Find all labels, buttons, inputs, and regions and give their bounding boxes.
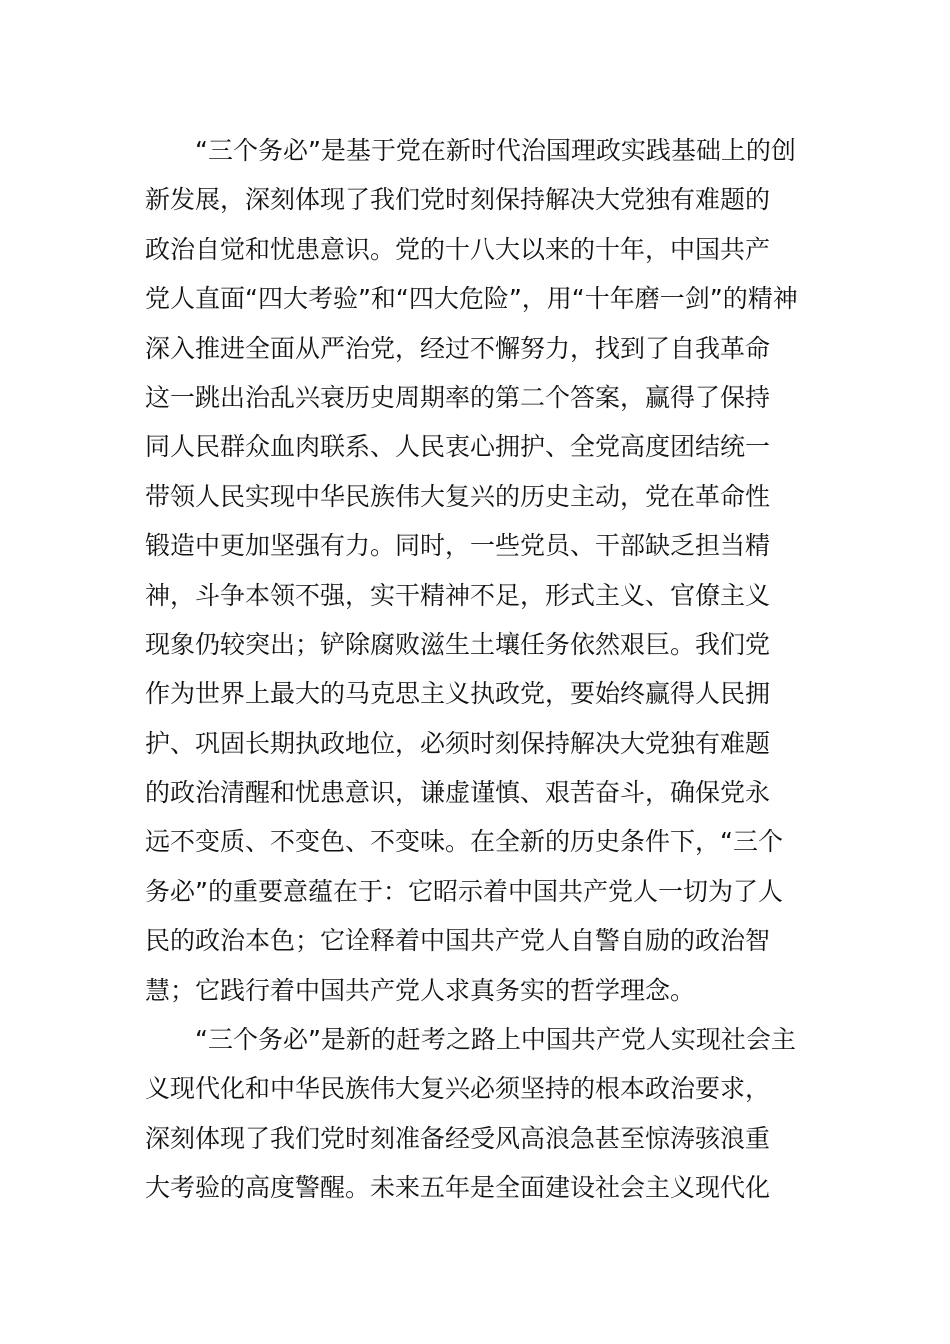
text-line: “三个务必”是基于党在新时代治国理政实践基础上的创 — [195, 136, 796, 165]
text-line: 深刻体现了我们党时刻准备经受风高浪急甚至惊涛骇浪重 — [145, 1123, 771, 1153]
paragraph-2 — [145, 1015, 815, 1213]
text-line: 的政治清醒和忧患意识，谦虚谨慎、艰苦奋斗，确保党永 — [145, 778, 771, 808]
text-line: 民的政治本色；它诠释着中国共产党人自警自励的政治智 — [145, 926, 771, 956]
text-line: 锻造中更加坚强有力。同时，一些党员、干部缺乏担当精 — [145, 531, 771, 561]
text-line: 党人直面“四大考验”和“四大危险”，用“十年磨一剑”的精神 — [145, 284, 798, 314]
text-line: 大考验的高度警醒。未来五年是全面建设社会主义现代化 — [145, 1173, 771, 1203]
text-line: 新发展，深刻体现了我们党时刻保持解决大党独有难题的 — [145, 185, 771, 215]
text-line: “三个务必”是新的赶考之路上中国共产党人实现社会主 — [195, 1025, 796, 1055]
text-line: 带领人民实现中华民族伟大复兴的历史主动，党在革命性 — [145, 481, 771, 511]
text-line: 慧；它践行着中国共产党人求真务实的哲学理念。 — [145, 975, 696, 1005]
text-line: 义现代化和中华民族伟大复兴必须坚持的根本政治要求， — [145, 1074, 771, 1104]
text-line: 神，斗争本领不强，实干精神不足，形式主义、官僚主义 — [145, 580, 771, 610]
text-line: 护、巩固长期执政地位，必须时刻保持解决大党独有难题 — [145, 728, 771, 758]
text-line: 远不变质、不变色、不变味。在全新的历史条件下，“三个 — [145, 827, 783, 857]
text-line: 政治自觉和忧患意识。党的十八大以来的十年，中国共产 — [145, 234, 771, 264]
text-line: 这一跳出治乱兴衰历史周期率的第二个答案，赢得了保持 — [145, 382, 771, 412]
body-text — [145, 126, 815, 1213]
text-line: 深入推进全面从严治党，经过不懈努力，找到了自我革命 — [145, 333, 771, 363]
text-line: 作为世界上最大的马克思主义执政党，要始终赢得人民拥 — [145, 679, 771, 709]
text-line: 务必”的重要意蕴在于：它昭示着中国共产党人一切为了人 — [145, 876, 783, 906]
paragraph-1 — [145, 126, 815, 1015]
text-line: 同人民群众血肉联系、人民衷心拥护、全党高度团结统一 — [145, 432, 771, 462]
text-line: 现象仍较突出；铲除腐败滋生土壤任务依然艰巨。我们党 — [145, 629, 771, 659]
